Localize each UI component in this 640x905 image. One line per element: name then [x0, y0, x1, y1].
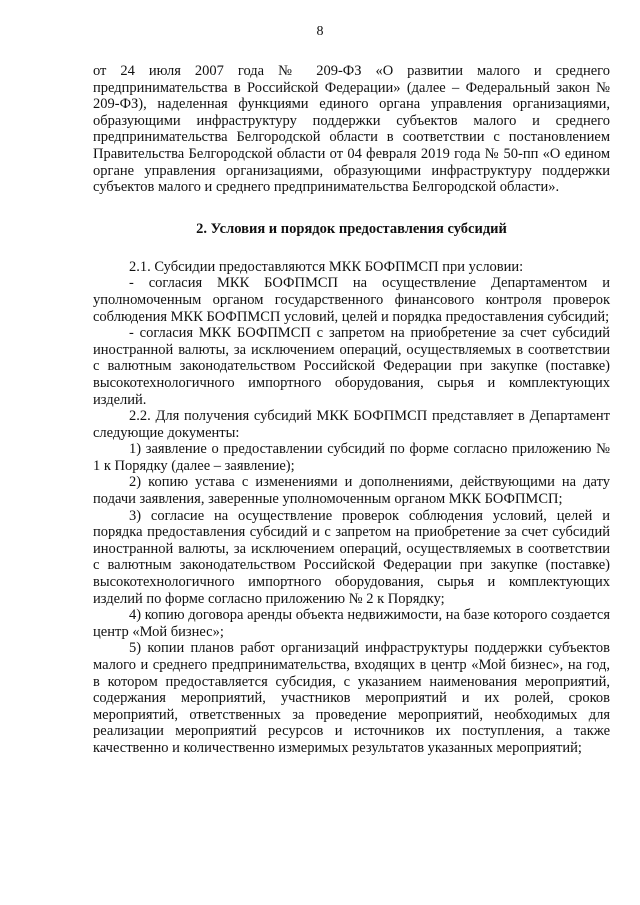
paragraph: 5) копии планов работ организаций инфраструктуры поддержки субъектов малого и среднего предпринимательства, входящих в центр «Мой бизнес», на год, в котором предоставляется субсидия, с указанием наименования мероприятий, содержания мероприятий, участников мероприятий и их ролей, сроков мероприятий, ответственных за проведение мероприятий, необходимых для реализации мероприятий ресурсов и источников их поступления, а также качественно и количественно измеримых результатов указанных мероприятий; — [93, 640, 610, 756]
paragraph: - согласия МКК БОФПМСП с запретом на приобретение за счет субсидий иностранной валюты, за исключением операций, осуществляемых в соответствии с валютным законодательством Российской Федерации при закупке (поставке) высокотехнологичного импортного оборудования, сырья и комплектующих изделий. — [93, 325, 610, 408]
paragraph: 2.2. Для получения субсидий МКК БОФПМСП представляет в Департамент следующие документы: — [93, 408, 610, 441]
paragraph: 2) копию устава с изменениями и дополнениями, действующими на дату подачи заявления, заверенные уполномоченным органом МКК БОФПМСП; — [93, 474, 610, 508]
paragraph: 4) копию договора аренды объекта недвижимости, на базе которого создается центр «Мой бизнес»; — [93, 607, 610, 640]
page-number: 8 — [316, 24, 324, 39]
paragraph: - согласия МКК БОФПМСП на осуществление Департаментом и уполномоченным органом государственного финансового контроля проверок соблюдения МКК БОФПМСП условий, целей и порядка предоставления субсидий; — [93, 275, 610, 325]
paragraph: 2.1. Субсидии предоставляются МКК БОФПМСП при условии: — [129, 258, 524, 275]
paragraph: 3) согласие на осуществление проверок соблюдения условий, целей и порядка предоставления субсидий и с запретом на приобретение за счет субсидий иностранной валюты, за исключением операций, осуществляемых в соответствии с валютным законодательством Российской Федерации при закупке (поставке) высокотехнологичного импортного оборудования, сырья и комплектующих изделий по форме согласно приложению № 2 к Порядку; — [93, 507, 610, 607]
section-heading: 2. Условия и порядок предоставления субсидий — [196, 220, 507, 237]
paragraph: 1) заявление о предоставлении субсидий по форме согласно приложению № 1 к Порядку (далее – заявление); — [93, 441, 610, 474]
document-body — [93, 63, 610, 757]
intro-paragraph: от 24 июля 2007 года № 209-ФЗ «О развитии малого и среднего предпринимательства в Российской Федерации» (далее – Федеральный закон № 209-ФЗ), наделенная функциями единого органа управления организациями, образующими инфраструктуру поддержки субъектов малого и среднего предпринимательства Белгородской области в соответствии с постановлением Правительства Белгородской области от 04 февраля 2019 года № 50-пп «О едином органе управления организациями, образующими инфраструктуру поддержки субъектов малого и среднего предпринимательства Белгородской области». — [93, 63, 610, 196]
